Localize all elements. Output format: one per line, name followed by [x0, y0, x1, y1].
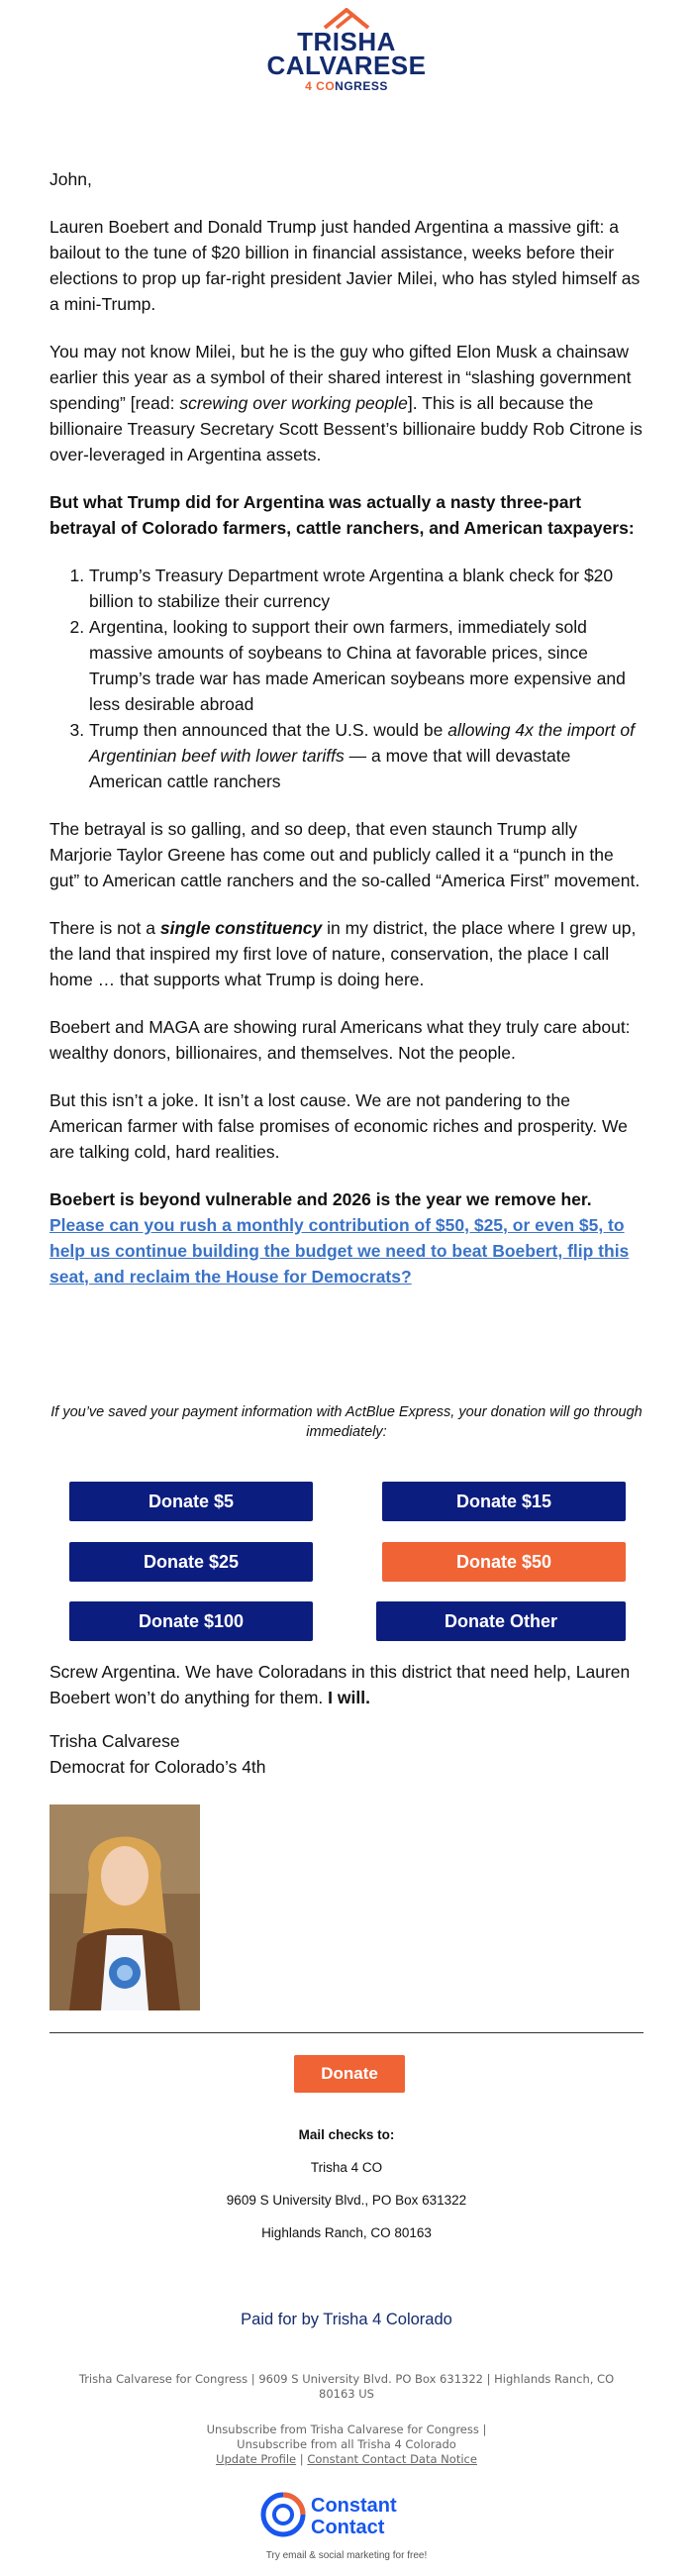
closing-text: Screw Argentina. We have Coloradans in this district that need help, Lauren Boebert won’t do anything for them. [50, 1662, 631, 1707]
list-item-3-text-a: Trump then announced that the U.S. would be [89, 720, 448, 740]
mail-city: Highlands Ranch, CO 80163 [261, 2225, 432, 2240]
constant-contact-tagline[interactable]: Try email & social marketing for free! [265, 2550, 428, 2561]
donate-50-button[interactable]: Donate $50 [382, 1542, 626, 1582]
donate-15-button[interactable]: Donate $15 [382, 1482, 626, 1521]
contribution-link[interactable]: Please can you rush a monthly contribution of $50, $25, or even $5, to help us continue building the budget we need to beat Boebert, flip this seat, and reclaim the House for Democrats? [50, 1215, 630, 1287]
update-profile-link[interactable]: Update Profile [216, 2452, 297, 2466]
greeting: John, [50, 169, 92, 189]
paragraph-2 [50, 339, 644, 467]
list-item [89, 717, 644, 794]
paragraph-5-text-b: in my district, the place where I grew up, the land that inspired my first love of nature, conservation, the place I call home … that supports what Trump is doing here. [50, 918, 637, 989]
paragraph-5-text-a: There is not a [50, 918, 160, 938]
betrayal-list [50, 563, 644, 794]
campaign-logo [0, 8, 693, 117]
donate-100-button[interactable]: Donate $100 [69, 1601, 313, 1641]
profile-links-row [50, 2452, 644, 2467]
paragraph-8-bold: Boebert is beyond vulnerable and 2026 is the year we remove her. [50, 1189, 592, 1209]
unsubscribe-all-link[interactable]: Unsubscribe from all Trisha 4 Colorado [237, 2437, 456, 2451]
paragraph-2-text-a: You may not know Milei, but he is the guy who gifted Elon Musk a chainsaw earlier this year as a symbol of their shared interest in “slashing government spending” [read: [50, 342, 632, 413]
constant-contact-mark-icon [259, 2488, 438, 2541]
mail-checks-title: Mail checks to: [298, 2127, 395, 2142]
closing-bold: I will. [328, 1688, 370, 1707]
list-item-3-text-b: — a move that will devastate American cattle ranchers [89, 746, 571, 791]
paragraph-5-emphasis: single constituency [159, 918, 323, 938]
paragraph-1: Lauren Boebert and Donald Trump just handed Argentina a massive gift: a bailout to the tune of $20 billion in financial assistance, weeks before their elections to prop up far-right president Javier Milei, who has styled himself as a mini-Trump. [50, 217, 641, 314]
paragraph-3 [50, 489, 644, 541]
paragraph-2-emphasis: screwing over working people [179, 393, 408, 413]
donate-25-button[interactable]: Donate $25 [69, 1542, 313, 1582]
constant-contact-logo[interactable] [259, 2488, 438, 2541]
unsubscribe-link[interactable]: Unsubscribe from Trisha Calvarese for Congress | [206, 2422, 487, 2436]
footer-donate-button[interactable]: Donate [294, 2055, 405, 2093]
logo-name-first: TRISHA [297, 27, 396, 56]
cc-brand-line2: Contact [311, 2517, 385, 2538]
actblue-note: If you’ve saved your payment information with ActBlue Express, your donation will go through immediately: [50, 1404, 643, 1440]
paragraph-3-bold: But what Trump did for Argentina was actually a nasty three-part betrayal of Colorado farmers, cattle ranchers, and American taxpayers: [50, 492, 635, 538]
candidate-photo [50, 1804, 200, 2010]
logo-tagline [0, 79, 693, 93]
footer-links [50, 2422, 644, 2467]
paragraph-7: But this isn’t a joke. It isn’t a lost cause. We are not pandering to the American farmer with false promises of economic riches and prosperity. We are talking cold, hard realities. [50, 1090, 628, 1162]
logo-tagline-rest: NGRESS [335, 79, 388, 93]
list-item: 2. Argentina, looking to support their own farmers, immediately sold massive amounts of soybeans to China at favorable prices, since Trump’s trade war has made American soybeans more expensive and less desirable abroad [89, 614, 644, 717]
link-separator: | [296, 2452, 308, 2466]
closing [50, 1659, 644, 1780]
mail-name: Trisha 4 CO [310, 2160, 383, 2175]
donate-other-button[interactable]: Donate Other [376, 1601, 626, 1641]
signature-name: Trisha Calvarese [50, 1731, 180, 1751]
logo-tagline-number: 4 [305, 79, 317, 93]
list-item: 1. Trump’s Treasury Department wrote Argentina a blank check for $20 billion to stabilize their currency [89, 563, 644, 614]
data-notice-link[interactable]: Constant Contact Data Notice [307, 2452, 477, 2466]
donate-5-button[interactable]: Donate $5 [69, 1482, 313, 1521]
cc-brand-line1: Constant [311, 2495, 397, 2517]
sender-address: Trisha Calvarese for Congress | 9609 S University Blvd. PO Box 631322 | Highlands Ranch, CO 80163 US [78, 2372, 615, 2401]
logo-tagline-accent: CO [316, 79, 336, 93]
candidate-portrait-image [50, 1804, 200, 2010]
mail-street: 9609 S University Blvd., PO Box 631322 [226, 2193, 467, 2208]
list-item-3-emphasis: allowing 4x the import of Argentinian beef with lower tariffs [89, 720, 635, 766]
email-body [50, 166, 644, 1311]
paragraph-6: Boebert and MAGA are showing rural Americans what they truly care about: wealthy donors, billionaires, and themselves. Not the people. [50, 1017, 631, 1063]
closing-line [50, 1659, 644, 1710]
paragraph-8 [50, 1186, 644, 1289]
signature-title: Democrat for Colorado’s 4th [50, 1757, 266, 1777]
logo-name-last: CALVARESE [266, 51, 427, 80]
paragraph-5 [50, 915, 644, 992]
paid-for-disclaimer: Paid for by Trisha 4 Colorado [241, 2311, 452, 2328]
paragraph-4: The betrayal is so galling, and so deep, that even staunch Trump ally Marjorie Taylor Greene has come out and publicly called it a “punch in the gut” to American cattle ranchers and the so-called “America First” movement. [50, 819, 641, 890]
paragraph-2-text-b: ]. This is all because the billionaire Treasury Secretary Scott Bessent’s billionaire buddy Rob Citrone is over-leveraged in Argentina assets. [50, 393, 643, 464]
footer-divider [50, 2032, 644, 2033]
